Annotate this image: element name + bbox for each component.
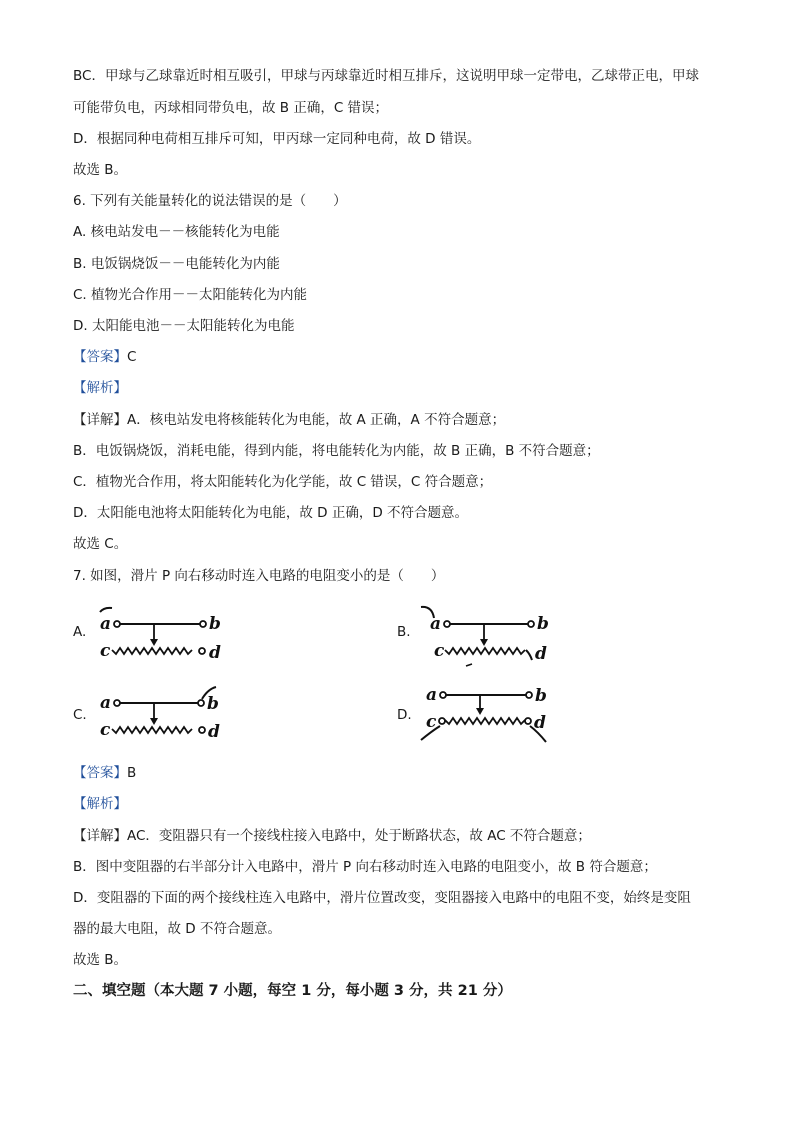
terminal-c-label: c [100,720,111,740]
detail-text: AC．变阻器只有一个接线柱接入电路中，处于断路状态，故 AC 不符合题意； [127,828,591,844]
q6-detail-b: B．电饭锅烧饭，消耗电能，得到内能，将电能转化为内能，故 B 正确，B 不符合题意； [73,443,600,459]
q5-choose-line: 故选 B。 [73,162,128,178]
terminal-a-label: a [430,614,442,634]
q6-analysis-tag: 【解析】 [73,380,127,396]
answer-value: C [127,349,137,365]
q7-fig-label-b: B. [397,624,411,640]
q6-stem: 6. 下列有关能量转化的说法错误的是（ ） [73,193,347,209]
terminal-d-label: d [209,643,221,663]
terminal-b-label: b [209,614,221,634]
terminal-a-label: a [426,685,438,705]
answer-value: B [127,765,137,781]
terminal-a-label: a [100,614,112,634]
detail-tag: 【详解】 [73,412,127,428]
detail-text: A．核电站发电将核能转化为电能，故 A 正确，A 不符合题意； [127,412,506,428]
terminal-c-label: c [426,712,437,732]
q7-analysis-tag: 【解析】 [73,796,127,812]
q6-detail-a [73,410,505,430]
q6-option-b: B. 电饭锅烧饭－－电能转化为内能 [73,256,280,272]
terminal-b-label: b [537,614,549,634]
q7-detail-ac [73,826,591,846]
detail-tag: 【详解】 [73,828,127,844]
q7-answer-line [73,763,136,783]
answer-tag: 【答案】 [73,349,127,365]
terminal-d-label: d [534,713,546,733]
q7-detail-b: B．图中变阻器的右半部分计入电路中，滑片 P 向右移动时连入电路的电阻变小，故 B 符合题意； [73,859,657,875]
q7-fig-label-c: C. [73,707,87,723]
terminal-b-label: b [535,686,547,706]
rheostat-figure-c [96,685,231,747]
q7-fig-label-d: D. [397,707,412,723]
q6-choose-line: 故选 C。 [73,536,128,552]
terminal-d-label: d [535,644,547,664]
terminal-c-label: c [100,641,111,661]
rheostat-figure-a [96,604,226,666]
rheostat-figure-d [418,680,553,744]
bc-explanation-line-2: 可能带负电，丙球相同带负电，故 B 正确，C 错误； [73,100,389,116]
section-2-heading: 二、填空题（本大题 7 小题，每空 1 分，每小题 3 分，共 21 分） [73,983,512,999]
q7-choose-line: 故选 B。 [73,952,128,968]
d-explanation-line: D．根据同种电荷相互排斥可知，甲丙球一定同种电荷，故 D 错误。 [73,131,481,147]
terminal-c-label: c [434,641,445,661]
rheostat-figure-b [418,604,553,670]
terminal-a-label: a [100,693,112,713]
q7-detail-d-2: 器的最大电阻，故 D 不符合题意。 [73,921,281,937]
q7-stem: 7. 如图，滑片 P 向右移动时连入电路的电阻变小的是（ ） [73,568,445,584]
q7-fig-label-a: A. [73,624,87,640]
q6-option-c: C. 植物光合作用－－太阳能转化为内能 [73,287,308,303]
bc-explanation-line-1: BC．甲球与乙球靠近时相互吸引，甲球与丙球靠近时相互排斥，这说明甲球一定带电，乙球带正电，甲球 [73,68,699,84]
q6-option-d: D. 太阳能电池－－太阳能转化为电能 [73,318,295,334]
terminal-d-label: d [208,722,220,742]
q7-detail-d-1: D．变阻器的下面的两个接线柱连入电路中，滑片位置改变，变阻器接入电路中的电阻不变，始终是变阻 [73,890,691,906]
q6-detail-c: C．植物光合作用，将太阳能转化为化学能，故 C 错误，C 符合题意； [73,474,493,490]
q6-detail-d: D．太阳能电池将太阳能转化为电能，故 D 正确，D 不符合题意。 [73,505,469,521]
terminal-b-label: b [207,694,219,714]
answer-tag: 【答案】 [73,765,127,781]
q6-answer-line [73,347,136,367]
q6-option-a: A. 核电站发电－－核能转化为电能 [73,224,280,240]
